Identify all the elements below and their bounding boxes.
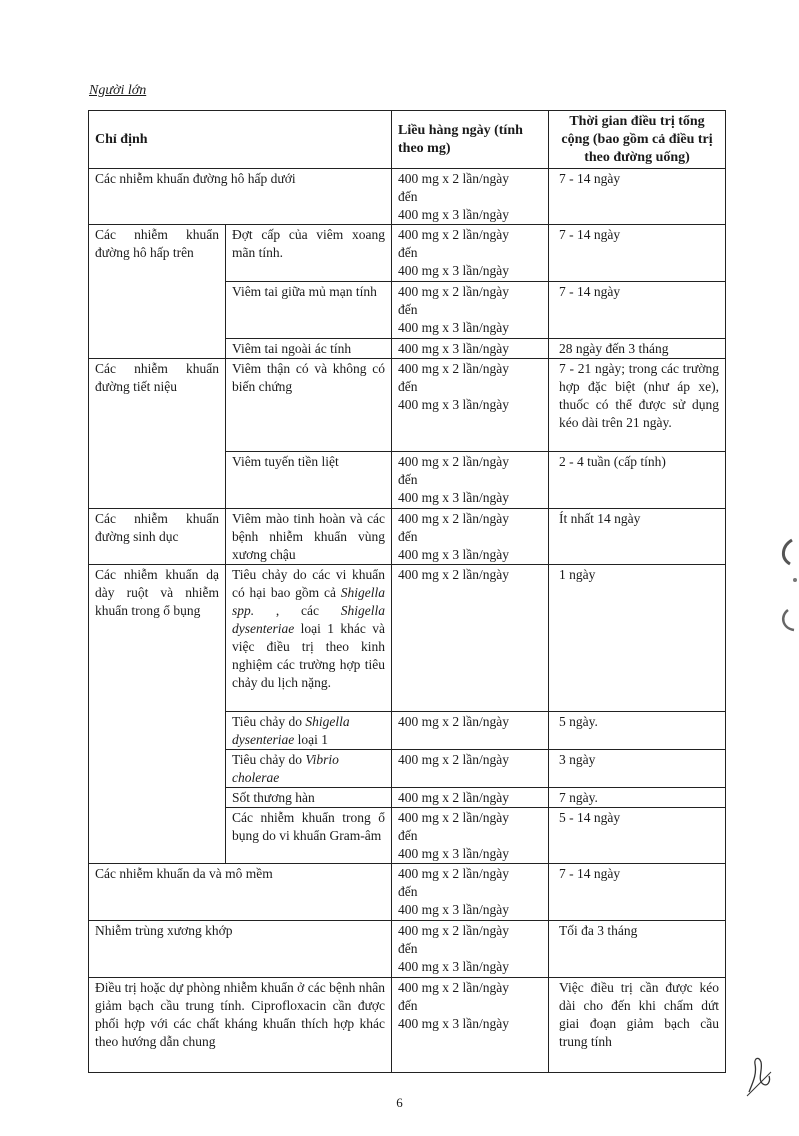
dose-cell: 400 mg x 2 lần/ngày đến 400 mg x 3 lần/ngày <box>392 452 549 509</box>
indication-group-cell: Các nhiễm khuẩn đường sinh dục <box>89 509 226 565</box>
dose-cell: 400 mg x 2 lần/ngày đến 400 mg x 3 lần/ngày <box>392 282 549 339</box>
table-row <box>89 978 726 1073</box>
table-row <box>89 169 726 225</box>
duration-cell: Tối đa 3 tháng <box>549 921 726 978</box>
sub-indication-cell: Tiêu chảy do Vibrio cholerae <box>226 750 392 788</box>
sub-indication-cell: Sốt thương hàn <box>226 788 392 808</box>
sub-indication-cell: Viêm tai ngoài ác tính <box>226 339 392 359</box>
indication-group-cell: Các nhiễm khuẩn dạ dày ruột và nhiễm khuẩn trong ổ bụng <box>89 565 226 864</box>
page-number: 6 <box>396 1095 403 1110</box>
dose-cell: 400 mg x 2 lần/ngày đến 400 mg x 3 lần/ngày <box>392 864 549 921</box>
dose-cell: 400 mg x 2 lần/ngày đến 400 mg x 3 lần/ngày <box>392 359 549 452</box>
indication-cell: Nhiễm trùng xương khớp <box>89 921 392 978</box>
indication-group-cell: Các nhiễm khuẩn đường hô hấp trên <box>89 225 226 359</box>
dose-cell: 400 mg x 2 lần/ngày đến 400 mg x 3 lần/ngày <box>392 225 549 282</box>
table-row <box>89 509 726 565</box>
header-duration: Thời gian điều trị tổng cộng (bao gồm cả điều trị theo đường uống) <box>549 111 726 169</box>
duration-cell: Ít nhất 14 ngày <box>549 509 726 565</box>
dose-cell: 400 mg x 2 lần/ngày đến 400 mg x 3 lần/ngày <box>392 921 549 978</box>
table-row <box>89 565 726 712</box>
table-row <box>89 225 726 282</box>
duration-cell: Việc điều trị cần được kéo dài cho đến khi chấm dứt giai đoạn giảm bạch cầu trung tính <box>549 978 726 1073</box>
table-row <box>89 921 726 978</box>
duration-cell: 1 ngày <box>549 565 726 712</box>
duration-cell: 7 - 14 ngày <box>549 864 726 921</box>
dose-cell: 400 mg x 2 lần/ngày đến 400 mg x 3 lần/ngày <box>392 509 549 565</box>
sub-indication-cell: Tiêu chảy do các vi khuẩn có hại bao gồm cả Shigella spp. , các Shigella dysenteriae loại 1 khác và việc điều trị theo kinh nghiệm các trường hợp tiêu chảy du lịch nặng. <box>226 565 392 712</box>
duration-cell: 28 ngày đến 3 tháng <box>549 339 726 359</box>
dose-cell: 400 mg x 2 lần/ngày đến 400 mg x 3 lần/ngày <box>392 978 549 1073</box>
duration-cell: 7 - 14 ngày <box>549 225 726 282</box>
duration-cell: 2 - 4 tuần (cấp tính) <box>549 452 726 509</box>
indication-cell: Các nhiễm khuẩn đường hô hấp dưới <box>89 169 392 225</box>
dose-cell: 400 mg x 2 lần/ngày đến 400 mg x 3 lần/ngày <box>392 169 549 225</box>
dose-cell: 400 mg x 2 lần/ngày <box>392 712 549 750</box>
header-daily-dose: Liều hàng ngày (tính theo mg) <box>392 111 549 169</box>
sub-indication-cell: Viêm mào tinh hoàn và các bệnh nhiễm khuẩn vùng xương chậu <box>226 509 392 565</box>
dose-cell: 400 mg x 2 lần/ngày đến 400 mg x 3 lần/ngày <box>392 808 549 864</box>
sub-indication-cell: Các nhiễm khuẩn trong ổ bụng do vi khuẩn Gram-âm <box>226 808 392 864</box>
table-header-row <box>89 111 726 169</box>
section-title: Người lớn <box>89 83 147 98</box>
dose-cell: 400 mg x 2 lần/ngày <box>392 750 549 788</box>
duration-cell: 5 ngày. <box>549 712 726 750</box>
stamp-edge-mark <box>762 520 799 650</box>
duration-cell: 7 - 21 ngày; trong các trường hợp đặc biệt (như áp xe), thuốc có thể được sử dụng kéo dài trên 21 ngày. <box>549 359 726 452</box>
sub-indication-cell: Tiêu chảy do Shigella dysenteriae loại 1 <box>226 712 392 750</box>
duration-cell: 3 ngày <box>549 750 726 788</box>
duration-cell: 7 ngày. <box>549 788 726 808</box>
indication-group-cell: Các nhiễm khuẩn đường tiết niệu <box>89 359 226 509</box>
duration-cell: 7 - 14 ngày <box>549 282 726 339</box>
sub-indication-cell: Viêm tai giữa mủ mạn tính <box>226 282 392 339</box>
handwritten-initial-mark <box>745 1052 775 1098</box>
sub-indication-cell: Đợt cấp của viêm xoang mãn tính. <box>226 225 392 282</box>
table-row <box>89 864 726 921</box>
dose-cell: 400 mg x 3 lần/ngày <box>392 339 549 359</box>
dosage-table <box>88 110 726 1073</box>
sub-indication-cell: Viêm tuyến tiền liệt <box>226 452 392 509</box>
indication-cell: Điều trị hoặc dự phòng nhiễm khuẩn ở các bệnh nhân giảm bạch cầu trung tính. Ciprofloxacin cần được phối hợp với các chất kháng khuẩn thích hợp khác theo hướng dẫn chung <box>89 978 392 1073</box>
sub-indication-cell: Viêm thận có và không có biến chứng <box>226 359 392 452</box>
table-row <box>89 359 726 452</box>
indication-cell: Các nhiễm khuẩn da và mô mềm <box>89 864 392 921</box>
duration-cell: 7 - 14 ngày <box>549 169 726 225</box>
dose-cell: 400 mg x 2 lần/ngày <box>392 565 549 712</box>
dose-cell: 400 mg x 2 lần/ngày <box>392 788 549 808</box>
duration-cell: 5 - 14 ngày <box>549 808 726 864</box>
header-indication: Chỉ định <box>89 111 392 169</box>
